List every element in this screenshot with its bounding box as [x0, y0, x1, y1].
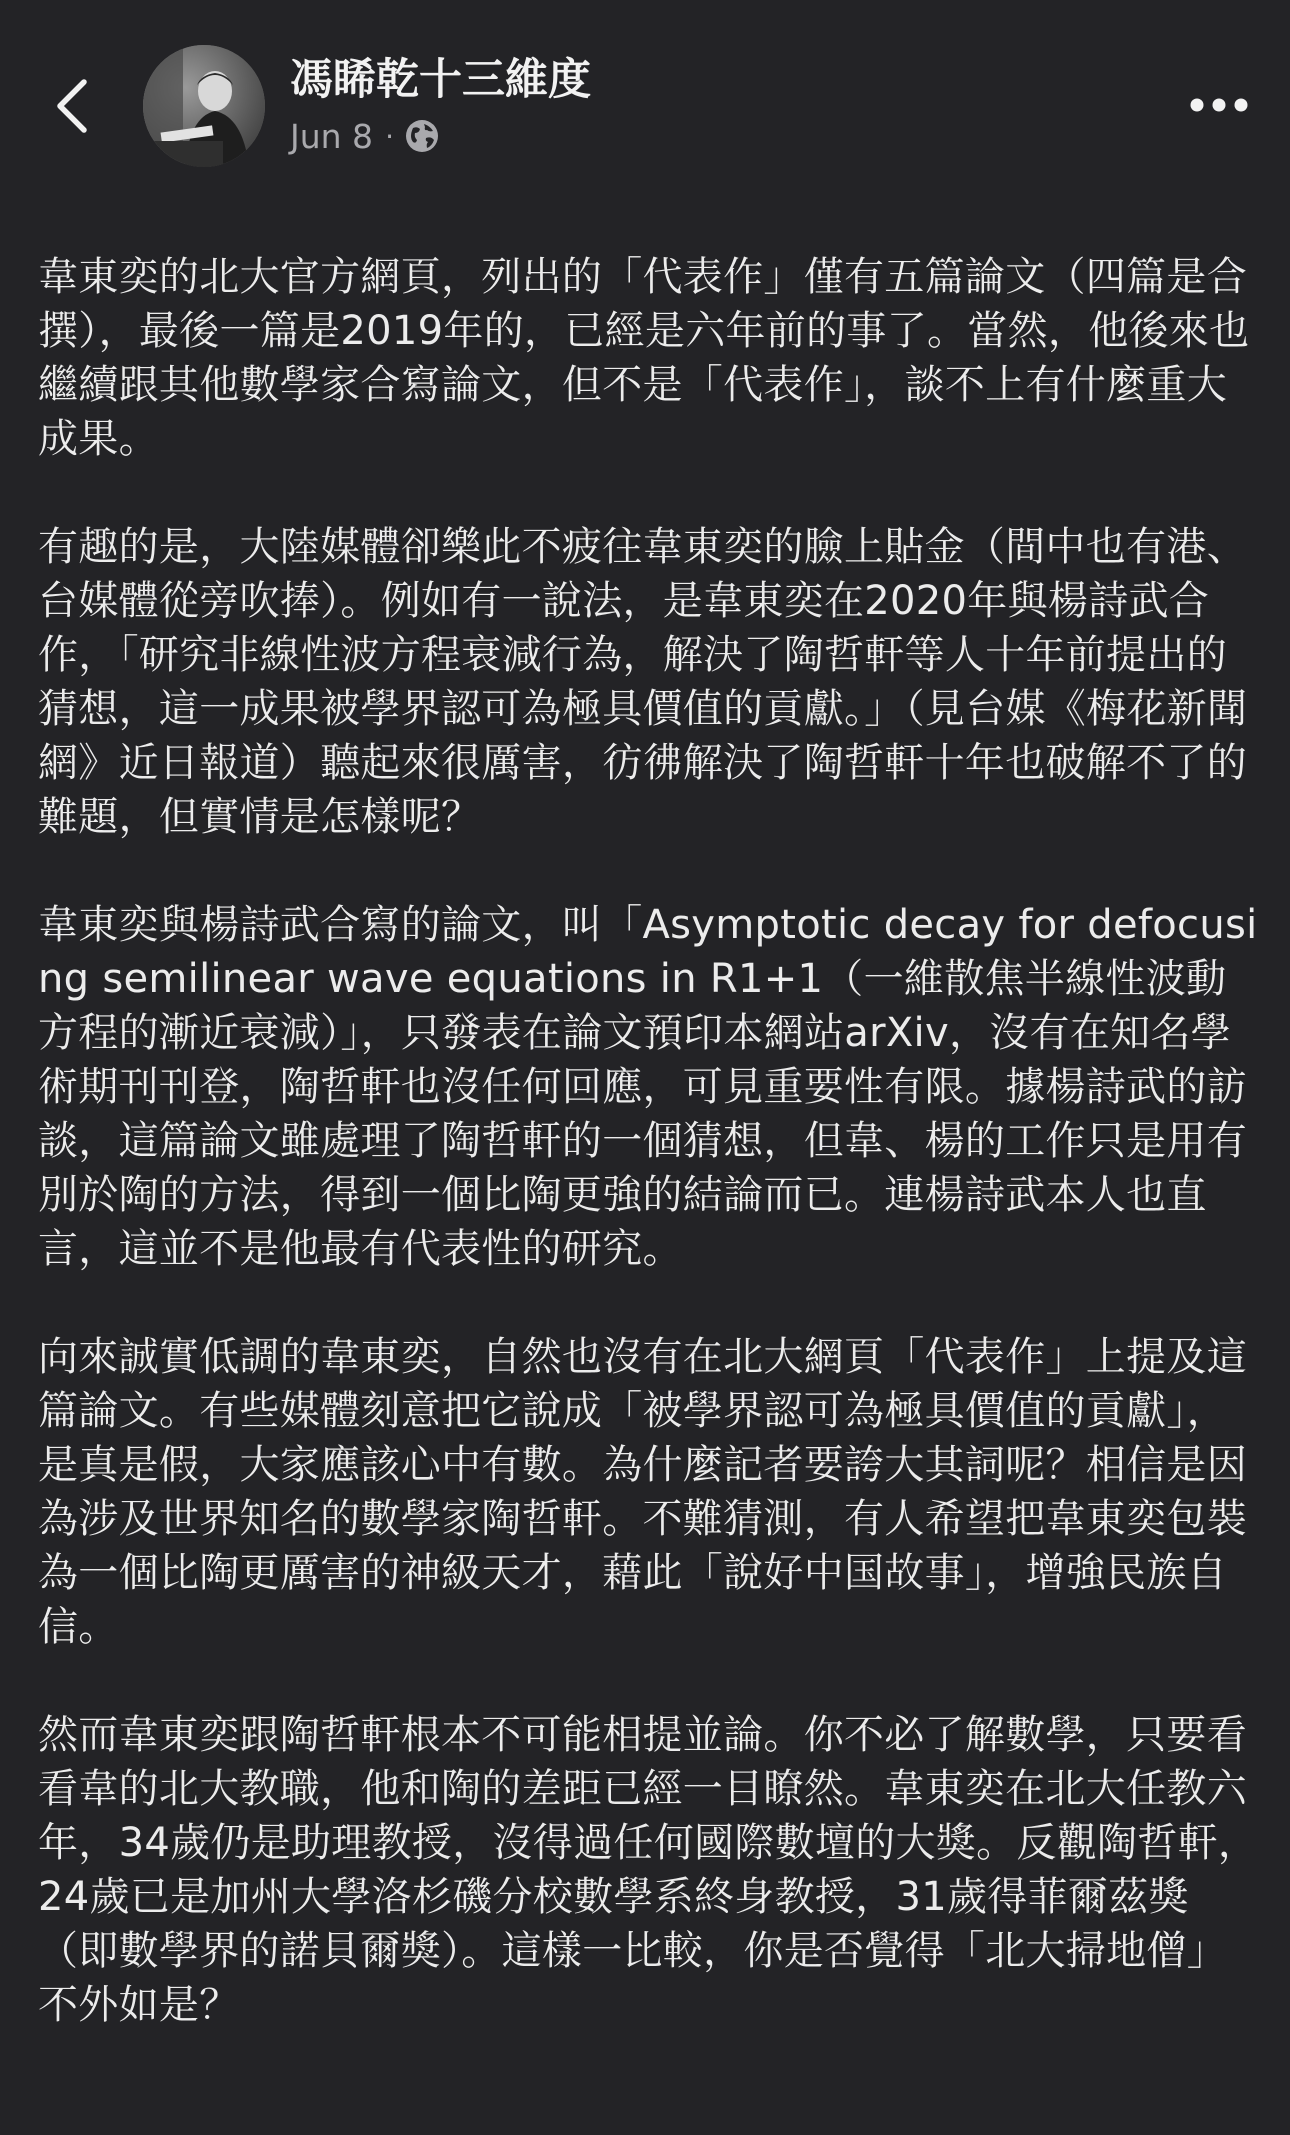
more-options-button[interactable]: [1184, 80, 1254, 130]
post-paragraph-1: 韋東奕的北大官方網頁，列出的「代表作」僅有五篇論文（四篇是合撰），最後一篇是2019年的，已經是六年前的事了。當然，他後來也繼續跟其他數學家合寫論文，但不是「代表作」，談不上有什麼重大成果。: [38, 254, 1250, 462]
post-header: [0, 0, 1290, 200]
avatar-photo: [143, 45, 265, 167]
post-date[interactable]: Jun 8: [290, 116, 374, 156]
post-paragraph-3: 韋東奕與楊詩武合寫的論文，叫「Asymptotic decay for defocusing semilinear wave equations in R1+1（一維散焦半線性波動方程的漸近衰減）」，只發表在論文預印本網站arXiv，沒有在知名學術期刊刊登，陶哲軒也沒任何回應，可見重要性有限。據楊詩武的訪談，這篇論文雖處理了陶哲軒的一個猜想，但韋、楊的工作只是用有別於陶的方法，得到一個比陶更強的結論而已。連楊詩武本人也直言，這並不是他最有代表性的研究。: [38, 902, 1258, 1272]
author-name[interactable]: 馮睎乾十三維度: [290, 55, 591, 105]
chevron-left-icon: [52, 76, 92, 136]
post-body: [38, 250, 1260, 2086]
post-paragraph-2: 有趣的是，大陸媒體卻樂此不疲往韋東奕的臉上貼金（間中也有港、台媒體從旁吹捧）。例如有一說法，是韋東奕在2020年與楊詩武合作，「研究非線性波方程衰減行為，解決了陶哲軒等人十年前提出的猜想，這一成果被學界認可為極具價值的貢獻。」（見台媒《梅花新聞網》近日報道）聽起來很厲害，彷彿解決了陶哲軒十年也破解不了的難題，但實情是怎樣呢？: [38, 524, 1248, 840]
back-button[interactable]: [44, 68, 100, 144]
post-paragraph-4: 向來誠實低調的韋東奕，自然也沒有在北大網頁「代表作」上提及這篇論文。有些媒體刻意把它說成「被學界認可為極具價值的貢獻」，是真是假，大家應該心中有數。為什麼記者要誇大其詞呢？相信是因為涉及世界知名的數學家陶哲軒。不難猜測，有人希望把韋東奕包裝為一個比陶更厲害的神級天才，藉此「說好中国故事」，增強民族自信。: [38, 1334, 1247, 1650]
globe-icon: [404, 118, 440, 154]
more-horizontal-icon: [1189, 97, 1249, 113]
meta-separator: ·: [385, 119, 394, 153]
author-avatar[interactable]: [143, 45, 265, 167]
post-meta: [290, 112, 440, 160]
post-paragraph-5: 然而韋東奕跟陶哲軒根本不可能相提並論。你不必了解數學，只要看看韋的北大教職，他和陶的差距已經一目瞭然。韋東奕在北大任教六年，34歲仍是助理教授，沒得過任何國際數壇的大獎。反觀陶哲軒，24歲已是加州大學洛杉磯分校數學系終身教授，31歲得菲爾茲獎（即數學界的諾貝爾獎）。這樣一比較，你是否覺得「北大掃地僧」不外如是？: [38, 1712, 1259, 2028]
